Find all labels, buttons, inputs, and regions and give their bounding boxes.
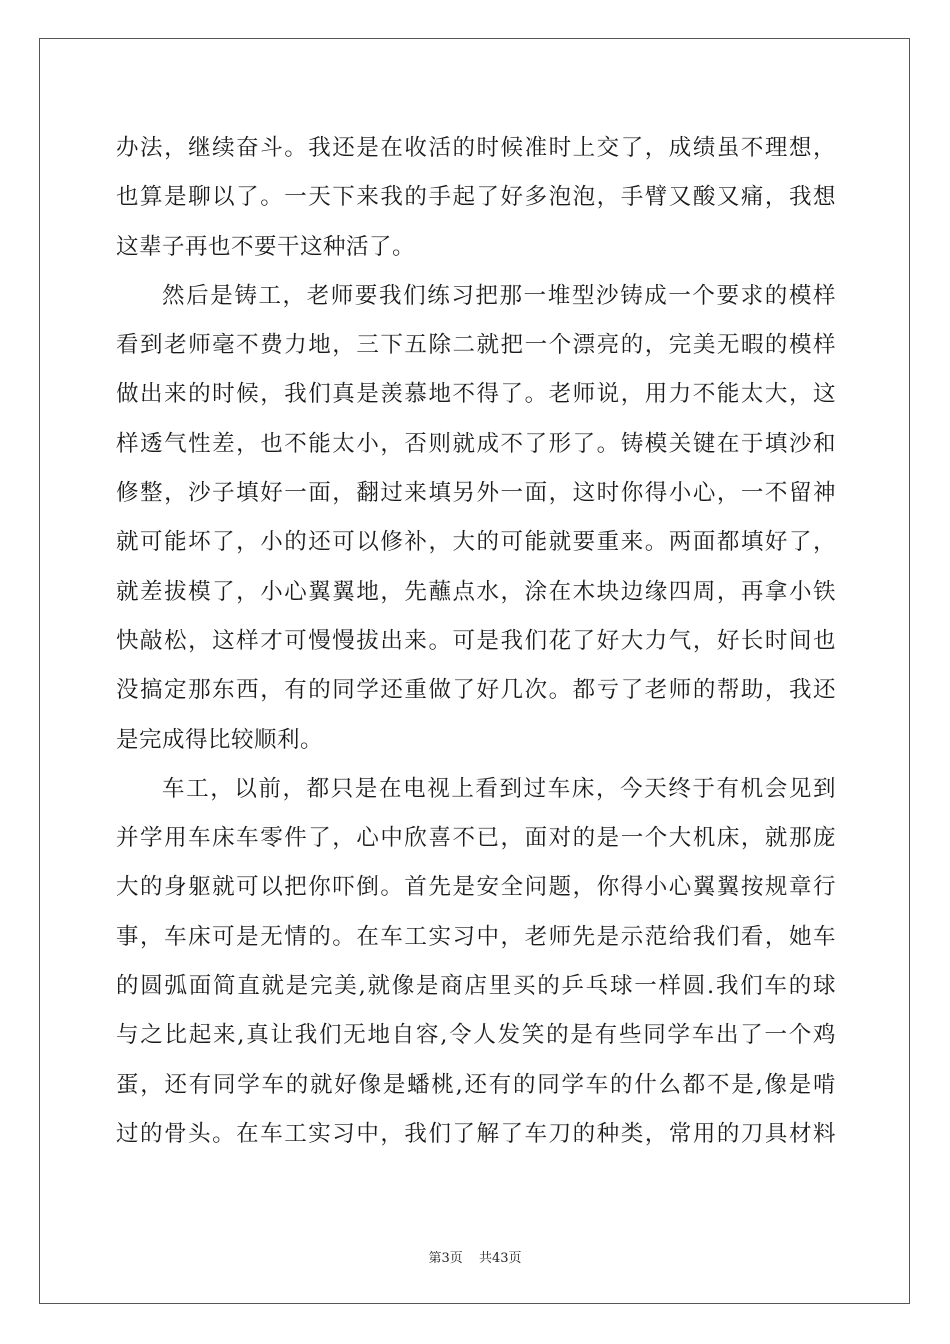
text-line: 看到老师毫不费力地，三下五除二就把一个漂亮的，完美无暇的模样: [116, 332, 836, 359]
paragraph-first-line: 车工，以前，都只是在电视上看到过车床，今天终于有机会见到: [162, 775, 836, 802]
text-line: 没搞定那东西，有的同学还重做了好几次。都亏了老师的帮助，我还: [116, 677, 836, 704]
document-body: [116, 124, 836, 1159]
text-line: 做出来的时候，我们真是羡慕地不得了。老师说，用力不能太大，这: [116, 381, 836, 408]
page-footer: [0, 1247, 950, 1266]
text-line: 就可能坏了，小的还可以修补，大的可能就要重来。两面都填好了，: [116, 529, 836, 556]
text-line: 办法，继续奋斗。我还是在收活的时候准时上交了，成绩虽不理想，: [116, 135, 836, 161]
text-line: 的圆弧面简直就是完美,就像是商店里买的乒乓球一样圆.我们车的球: [116, 973, 836, 1000]
text-line: 过的骨头。在车工实习中，我们了解了车刀的种类，常用的刀具材料: [116, 1120, 836, 1147]
text-line: 大的身躯就可以把你吓倒。首先是安全问题，你得小心翼翼按规章行: [116, 874, 836, 901]
text-line: 就差拔模了，小心翼翼地，先蘸点水，涂在木块边缘四周，再拿小铁: [116, 578, 836, 605]
text-line: 也算是聊以了。一天下来我的手起了好多泡泡，手臂又酸又痛，我想: [116, 184, 836, 211]
text-line: 这辈子再也不要干这种活了。: [116, 233, 416, 260]
page-number-current: 第3页: [428, 1251, 463, 1266]
paragraph-first-line: 然后是铸工，老师要我们练习把那一堆型沙铸成一个要求的模样: [162, 282, 836, 309]
text-line: 样透气性差，也不能太小，否则就成不了形了。铸模关键在于填沙和: [116, 430, 836, 457]
text-line: 事，车床可是无情的。在车工实习中，老师先是示范给我们看，她车: [116, 923, 836, 950]
text-line: 快敲松，这样才可慢慢拔出来。可是我们花了好大力气，好长时间也: [116, 627, 836, 654]
text-line: 修整，沙子填好一面，翻过来填另外一面，这时你得小心，一不留神: [116, 480, 836, 507]
text-line: 蛋，还有同学车的就好像是蟠桃,还有的同学车的什么都不是,像是啃: [116, 1071, 836, 1098]
text-line: 并学用车床车零件了，心中欣喜不已，面对的是一个大机床，就那庞: [116, 825, 836, 852]
text-line: 与之比起来,真让我们无地自容,令人发笑的是有些同学车出了一个鸡: [116, 1022, 836, 1049]
text-line: 是完成得比较顺利。: [116, 726, 324, 753]
page-number-total: 共43页: [478, 1251, 522, 1266]
